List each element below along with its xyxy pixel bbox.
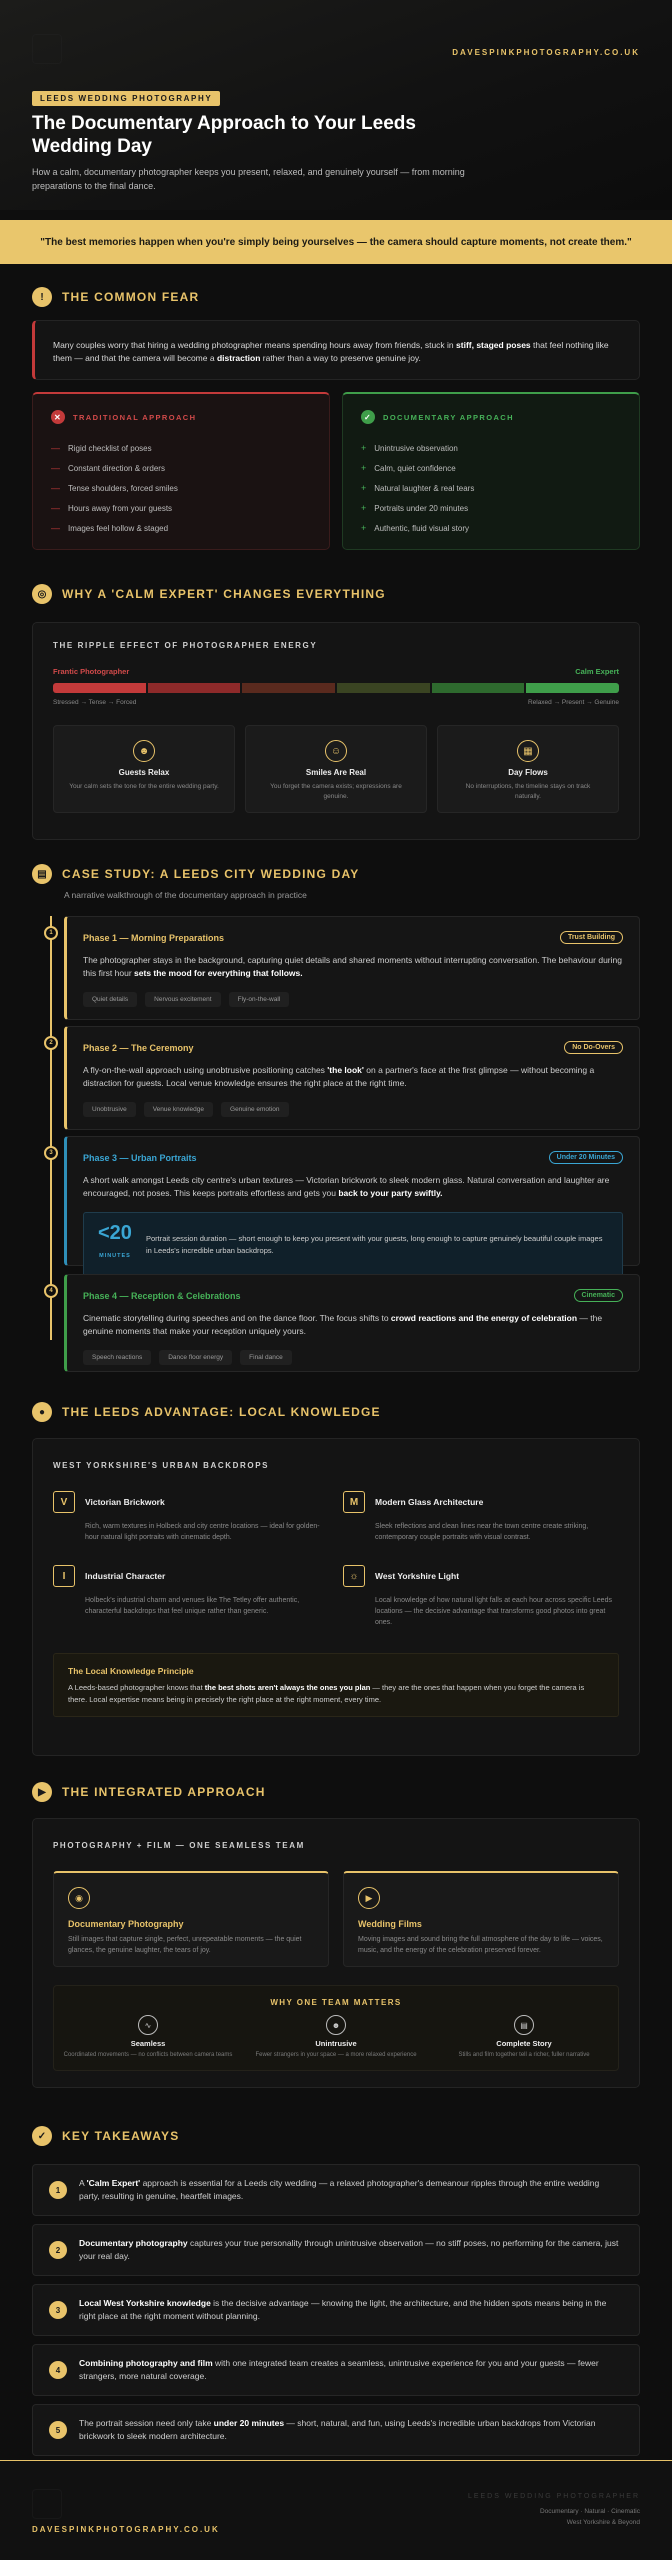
- backdrop-light: ☼ West Yorkshire Light Local knowledge of how natural light falls at each hour across specific Leeds locations — the decisive advantage that transforms good photos into great ones.: [343, 1565, 621, 1635]
- video-camera-icon: ▶: [358, 1887, 380, 1909]
- check-icon: ✓: [361, 410, 375, 424]
- case-subtitle: A narrative walkthrough of the documentary approach in practice: [64, 890, 307, 900]
- energy-gradient-bar: [53, 683, 619, 693]
- section-header-calm: [32, 584, 386, 604]
- portrait-duration-stat: <20 MINUTES Portrait session duration — short enough to keep you present with your guests, long enough to capture genuinely beautiful couple images in Leeds's incredible urban backdrops.: [83, 1212, 623, 1277]
- tag: Genuine emotion: [221, 1102, 289, 1117]
- list-item: — Hours away from your guests: [51, 503, 173, 513]
- tag: Venue knowledge: [144, 1102, 213, 1117]
- dash-icon: —: [51, 503, 60, 513]
- leeds-advantage-card: [32, 1438, 640, 1756]
- list-item: + Portraits under 20 minutes: [361, 503, 469, 513]
- takeaway-item: 4 Combining photography and film with one integrated team creates a seamless, unintrusive experience for you and your guests — fewer strangers, more natural coverage.: [32, 2344, 640, 2396]
- hero-eyebrow: LEEDS WEDDING PHOTOGRAPHY: [32, 91, 220, 106]
- hero-subtitle: How a calm, documentary photographer keeps you present, relaxed, and genuinely yourself — from morning preparations to the final dance.: [32, 167, 465, 191]
- tag: Dance floor energy: [159, 1350, 232, 1365]
- backdrops-heading: WEST YORKSHIRE'S URBAN BACKDROPS: [53, 1461, 270, 1470]
- energy-segment: [242, 683, 335, 693]
- list-item: — Images feel hollow & staged: [51, 523, 169, 533]
- why-unintrusive: ☻ Unintrusive Fewer strangers in your space — a more relaxed experience: [251, 2015, 421, 2060]
- list-item: + Unintrusive observation: [361, 443, 458, 453]
- logo-mark: [32, 2489, 62, 2519]
- quote-text: "The best memories happen when you're simply being yourselves — the camera should capture moments, not create them.": [40, 236, 632, 248]
- status-badge: Trust Building: [560, 931, 623, 944]
- ripple-card-smiles: ☺ Smiles Are Real You forget the camera exists; expressions are genuine.: [245, 725, 427, 813]
- quote-band: [0, 220, 672, 264]
- takeaway-item: 3 Local West Yorkshire knowledge is the decisive advantage — knowing the light, the architecture, and the hidden spots means being in the right place at the right moment without planning.: [32, 2284, 640, 2336]
- footer-tagline: LEEDS WEDDING PHOTOGRAPHER: [467, 2493, 640, 2500]
- why-seamless: ∿ Seamless Coordinated movements — no conflicts between camera teams: [63, 2015, 233, 2060]
- site-link[interactable]: DAVESPINKPHOTOGRAPHY.CO.UK: [452, 48, 640, 57]
- industrial-icon: I: [53, 1565, 75, 1587]
- phase-card-2: Phase 2 — The Ceremony No Do-Overs A fly-on-the-wall approach using unobtrusive positioning catches 'the look' on a partner's face at the first glimpse — without becoming a distraction for guests. Local venue knowledge ensures the right place at the right time. Unobtrusive Venue knowledge Genuine emotion: [64, 1026, 640, 1130]
- photography-card: ◉ Documentary Photography Still images that capture single, perfect, unrepeatable moments — the quiet glances, the genuine laughter, the tears of joy.: [53, 1871, 329, 1967]
- tag: Quiet details: [83, 992, 137, 1007]
- checklist-icon: ✓: [32, 2126, 52, 2146]
- modern-icon: M: [343, 1491, 365, 1513]
- list-item: + Natural laughter & real tears: [361, 483, 475, 493]
- list-item: — Constant direction & orders: [51, 463, 165, 473]
- energy-segment: [148, 683, 241, 693]
- energy-segment: [337, 683, 430, 693]
- phase-card-4: Phase 4 — Reception & Celebrations Cinematic Cinematic storytelling during speeches and on the dance floor. The focus shifts to crowd reactions and the energy of celebration — the genuine moments that make your reception uniquely yours. Speech reactions Dance floor energy Final dance: [64, 1274, 640, 1372]
- phase-card-3: Phase 3 — Urban Portraits Under 20 Minutes A short walk amongst Leeds city centre's urban textures — Victorian brickwork to sleek modern glass. Natural conversation and laughter are encouraged, not poses. This keeps portraits effortless and gets you back to your party swiftly. <20 MINUTES Portrait session duration — short enough to keep you present with your guests, long enough to capture genuinely beautiful couple images in Leeds's incredible urban backdrops.: [64, 1136, 640, 1266]
- section-title: THE INTEGRATED APPROACH: [62, 1785, 266, 1799]
- section-header-takeaways: [32, 2126, 179, 2146]
- tag: Unobtrusive: [83, 1102, 136, 1117]
- dash-icon: —: [51, 463, 60, 473]
- local-knowledge-principle: The Local Knowledge Principle A Leeds-based photographer knows that the best shots aren't always the ones you plan — they are the ones that happen when you forget the camera is there. Local expertise means being in precisely the right place at the right moment, every time.: [53, 1653, 619, 1717]
- person-icon: ☻: [326, 2015, 346, 2035]
- takeaway-item: 1 A 'Calm Expert' approach is essential for a Leeds city wedding — a relaxed photographer's demeanour ripples through the entire wedding party, resulting in genuine, heartfelt images.: [32, 2164, 640, 2216]
- hero-header: [0, 0, 672, 210]
- sun-icon: ☼: [343, 1565, 365, 1587]
- list-item: — Tense shoulders, forced smiles: [51, 483, 178, 493]
- documentary-label: DOCUMENTARY APPROACH: [383, 412, 514, 422]
- status-badge: Cinematic: [574, 1289, 623, 1302]
- victorian-icon: V: [53, 1491, 75, 1513]
- x-icon: ✕: [51, 410, 65, 424]
- ripple-effect-card: [32, 622, 640, 840]
- dash-icon: —: [51, 523, 60, 533]
- timeline-line: [50, 916, 52, 1340]
- section-header-fear: [32, 287, 199, 307]
- timeline-dot: 3: [44, 1146, 58, 1160]
- video-icon: ▶: [32, 1782, 52, 1802]
- traditional-approach-card: [32, 392, 330, 550]
- timeline-dot: 2: [44, 1036, 58, 1050]
- ripple-heading: THE RIPPLE EFFECT OF PHOTOGRAPHER ENERGY: [53, 641, 318, 650]
- traditional-label: TRADITIONAL APPROACH: [73, 412, 197, 422]
- backdrop-industrial: I Industrial Character Holbeck's industrial charm and venues like The Tetley offer authentic, characterful backdrops that feel unique rather than generic.: [53, 1565, 331, 1635]
- tag: Fly-on-the-wall: [229, 992, 290, 1007]
- footer-region: West Yorkshire & Beyond: [566, 2519, 640, 2526]
- fear-description: Many couples worry that hiring a wedding photographer means spending hours away from friends, stuck in stiff, staged poses that feel nothing like them — and that the camera will become a distraction rather than a way to preserve genuine joy.: [32, 320, 640, 380]
- pin-icon: ●: [32, 1402, 52, 1422]
- list-item: + Calm, quiet confidence: [361, 463, 456, 473]
- section-header-leeds: [32, 1402, 381, 1422]
- document-icon: ▤: [32, 864, 52, 884]
- plus-icon: +: [361, 523, 367, 533]
- alert-icon: !: [32, 287, 52, 307]
- ripple-card-flow: ▦ Day Flows No interruptions, the timeline stays on track naturally.: [437, 725, 619, 813]
- energy-segment: [526, 683, 619, 693]
- section-title: WHY A 'CALM EXPERT' CHANGES EVERYTHING: [62, 587, 386, 601]
- tag: Final dance: [240, 1350, 292, 1365]
- page-title: The Documentary Approach to Your Leeds Wedding Day: [32, 113, 416, 157]
- phase-card-1: Phase 1 — Morning Preparations Trust Building The photographer stays in the background, capturing quiet details and shared moments without interrupting conversation. The behaviour during this first hour sets the mood for everything that follows. Quiet details Nervous excitement Fly-on-the-wall: [64, 916, 640, 1020]
- backdrop-modern: M Modern Glass Architecture Sleek reflections and clean lines near the town centre create striking, contemporary couple portraits with visual contrast.: [343, 1491, 621, 1561]
- status-badge: Under 20 Minutes: [549, 1151, 623, 1164]
- target-icon: ◎: [32, 584, 52, 604]
- dash-icon: —: [51, 443, 60, 453]
- people-icon: ☻: [133, 740, 155, 762]
- logo-mark: [32, 34, 62, 64]
- energy-segment: [53, 683, 146, 693]
- plus-icon: +: [361, 483, 367, 493]
- section-header-case: [32, 864, 359, 884]
- tag: Nervous excitement: [145, 992, 220, 1007]
- why-complete: ▤ Complete Story Stills and film together tell a richer, fuller narrative: [439, 2015, 609, 2060]
- smile-icon: ☺: [325, 740, 347, 762]
- section-title: THE COMMON FEAR: [62, 290, 200, 304]
- calendar-icon: ▦: [517, 740, 539, 762]
- footer-styles: Documentary · Natural · Cinematic: [539, 2508, 640, 2515]
- footer: [0, 2460, 672, 2560]
- takeaway-item: 5 The portrait session need only take under 20 minutes — short, natural, and fun, using Leeds's incredible urban backdrops from Victorian brickwork to sleek modern architecture.: [32, 2404, 640, 2456]
- plus-icon: +: [361, 463, 367, 473]
- backdrop-victorian: V Victorian Brickwork Rich, warm textures in Holbeck and city centre locations — ideal for golden-hour natural light portraits with cinematic depth.: [53, 1491, 331, 1561]
- dash-icon: —: [51, 483, 60, 493]
- pulse-icon: ∿: [138, 2015, 158, 2035]
- list-item: — Rigid checklist of poses: [51, 443, 152, 453]
- section-title: THE LEEDS ADVANTAGE: LOCAL KNOWLEDGE: [62, 1405, 381, 1419]
- plus-icon: +: [361, 503, 367, 513]
- footer-site-link[interactable]: DAVESPINKPHOTOGRAPHY.CO.UK: [32, 2525, 220, 2534]
- calm-label: Calm Expert: [575, 667, 619, 676]
- section-title: CASE STUDY: A LEEDS CITY WEDDING DAY: [62, 867, 360, 881]
- frantic-label: Frantic Photographer: [53, 667, 130, 676]
- list-item: + Authentic, fluid visual story: [361, 523, 469, 533]
- section-header-integrated: [32, 1782, 266, 1802]
- section-title: KEY TAKEAWAYS: [62, 2129, 180, 2143]
- takeaway-item: 2 Documentary photography captures your true personality through unintrusive observation — no stiff poses, no performing for the camera, just your real day.: [32, 2224, 640, 2276]
- film-card: ▶ Wedding Films Moving images and sound bring the full atmosphere of the day to life — voices, music, and the energy of the celebration preserved forever.: [343, 1871, 619, 1967]
- why-one-team: WHY ONE TEAM MATTERS ∿ Seamless Coordinated movements — no conflicts between camera teams ☻ Unintrusive Fewer strangers in your space — a more relaxed experience ▤ Complete Story Stills and film together tell a richer, fuller narrative: [53, 1985, 619, 2071]
- integrated-heading: PHOTOGRAPHY + FILM — ONE SEAMLESS TEAM: [53, 1841, 305, 1850]
- timeline-dot: 1: [44, 926, 58, 940]
- timeline-dot: 4: [44, 1284, 58, 1298]
- energy-segment: [432, 683, 525, 693]
- status-badge: No Do-Overs: [564, 1041, 623, 1054]
- camera-icon: ◉: [68, 1887, 90, 1909]
- documentary-approach-card: [342, 392, 640, 550]
- frantic-sub: Stressed → Tense → Forced: [53, 699, 137, 706]
- integrated-card: [32, 1818, 640, 2088]
- calm-sub: Relaxed → Present → Genuine: [527, 699, 619, 706]
- document-icon: ▤: [514, 2015, 534, 2035]
- plus-icon: +: [361, 443, 367, 453]
- ripple-card-guests: ☻ Guests Relax Your calm sets the tone for the entire wedding party.: [53, 725, 235, 813]
- tag: Speech reactions: [83, 1350, 151, 1365]
